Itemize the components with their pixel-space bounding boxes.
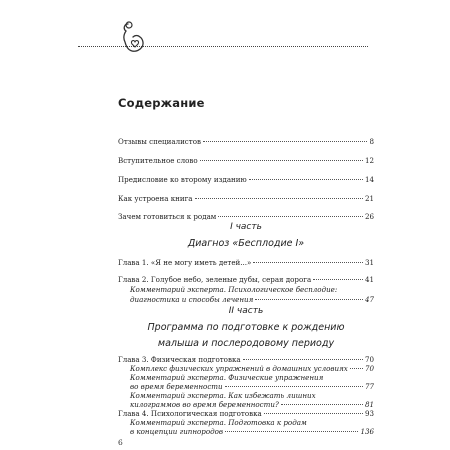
leader-dots: [255, 299, 363, 300]
toc-entry[interactable]: [118, 409, 374, 418]
toc-entry-page: 21: [364, 194, 374, 203]
toc-entry-label: Комментарий эксперта. Как избежать лишних: [130, 391, 316, 400]
toc-entry-page: 70: [364, 364, 374, 373]
leader-dots: [225, 431, 358, 432]
toc-entry-page: 31: [364, 258, 374, 267]
toc-entry[interactable]: [118, 137, 374, 146]
leader-dots: [281, 404, 363, 405]
toc-entry-page: 8: [369, 137, 374, 146]
toc-entry[interactable]: [118, 175, 374, 184]
toc-entry-label: во время беременности: [130, 382, 223, 391]
leader-dots: [313, 279, 363, 280]
part-2-title-line1: Программа по подготовке к рождению: [147, 322, 345, 333]
toc-subentry[interactable]: [130, 418, 307, 427]
toc-entry-page: 136: [360, 427, 374, 436]
toc-entry-label: Комментарий эксперта. Подготовка к родам: [130, 418, 307, 427]
part-2-heading: II часть: [228, 306, 264, 316]
leader-dots: [225, 386, 363, 387]
toc-subentry[interactable]: [130, 400, 374, 409]
toc-entry[interactable]: [118, 212, 374, 221]
leader-dots: [203, 141, 368, 142]
toc-entry-label: Глава 4. Психологическая подготовка: [118, 409, 262, 418]
leader-dots: [243, 359, 363, 360]
toc-subentry[interactable]: [130, 295, 374, 304]
toc-entry-label: Отзывы специалистов: [118, 137, 201, 146]
toc-entry-label: Комментарий эксперта. Физические упражнения: [130, 373, 324, 382]
toc-entry-label: диагностика и способы лечения: [130, 295, 254, 304]
part-2-title-line2: малыша и послеродовому периоду: [157, 338, 335, 349]
toc-entry[interactable]: [118, 275, 374, 284]
toc-subentry[interactable]: [130, 382, 374, 391]
part-1-title: Диагноз «Бесплодие I»: [187, 238, 305, 249]
leader-dots: [218, 216, 363, 217]
leader-dots: [249, 179, 363, 180]
toc-title: Содержание: [118, 96, 205, 110]
leader-dots: [195, 198, 363, 199]
toc-subentry[interactable]: [130, 391, 316, 400]
leader-dots: [350, 368, 363, 369]
toc-subentry[interactable]: [130, 427, 374, 436]
toc-entry-label: в концепции гипнородов: [130, 427, 223, 436]
pregnant-silhouette-logo-icon: [118, 20, 148, 56]
toc-entry-label: Глава 2. Голубое небо, зеленые дубы, серая дорога: [118, 275, 312, 284]
toc-entry-label: Зачем готовиться к родам: [118, 212, 217, 221]
toc-entry-page: 41: [364, 275, 374, 284]
toc-entry-label: Комплекс физических упражнений в домашних условиях: [130, 364, 348, 373]
toc-entry[interactable]: [118, 258, 374, 267]
toc-entry-label: Предисловие ко второму изданию: [118, 175, 247, 184]
toc-entry-page: 14: [364, 175, 374, 184]
toc-entry-page: 70: [364, 355, 374, 364]
toc-entry[interactable]: [118, 194, 374, 203]
toc-subentry[interactable]: [130, 285, 337, 294]
toc-entry-page: 77: [364, 382, 374, 391]
leader-dots: [200, 160, 363, 161]
toc-entry-page: 81: [364, 400, 374, 409]
toc-entry-page: 93: [364, 409, 374, 418]
toc-subentry[interactable]: [130, 373, 323, 382]
toc-entry-label: Как устроена книга: [118, 194, 193, 203]
toc-entry-page: 12: [364, 156, 374, 165]
leader-dots: [264, 413, 363, 414]
toc-entry-page: 26: [364, 212, 374, 221]
toc-entry-label: Вступительное слово: [118, 156, 198, 165]
toc-entry[interactable]: [118, 156, 374, 165]
toc-subentry[interactable]: [130, 364, 374, 373]
page-number: 6: [118, 438, 123, 447]
toc-entry-label: Глава 3. Физическая подготовка: [118, 355, 241, 364]
toc-entry[interactable]: [118, 355, 374, 364]
toc-entry-page: 47: [364, 295, 374, 304]
toc-entry-label: Комментарий эксперта. Психологическое бесплодие:: [130, 285, 338, 294]
part-1-heading: I часть: [230, 222, 262, 232]
toc-entry-label: килограммов во время беременности?: [130, 400, 279, 409]
toc-entry-label: Глава 1. «Я не могу иметь детей...»: [118, 258, 252, 267]
leader-dots: [253, 262, 363, 263]
